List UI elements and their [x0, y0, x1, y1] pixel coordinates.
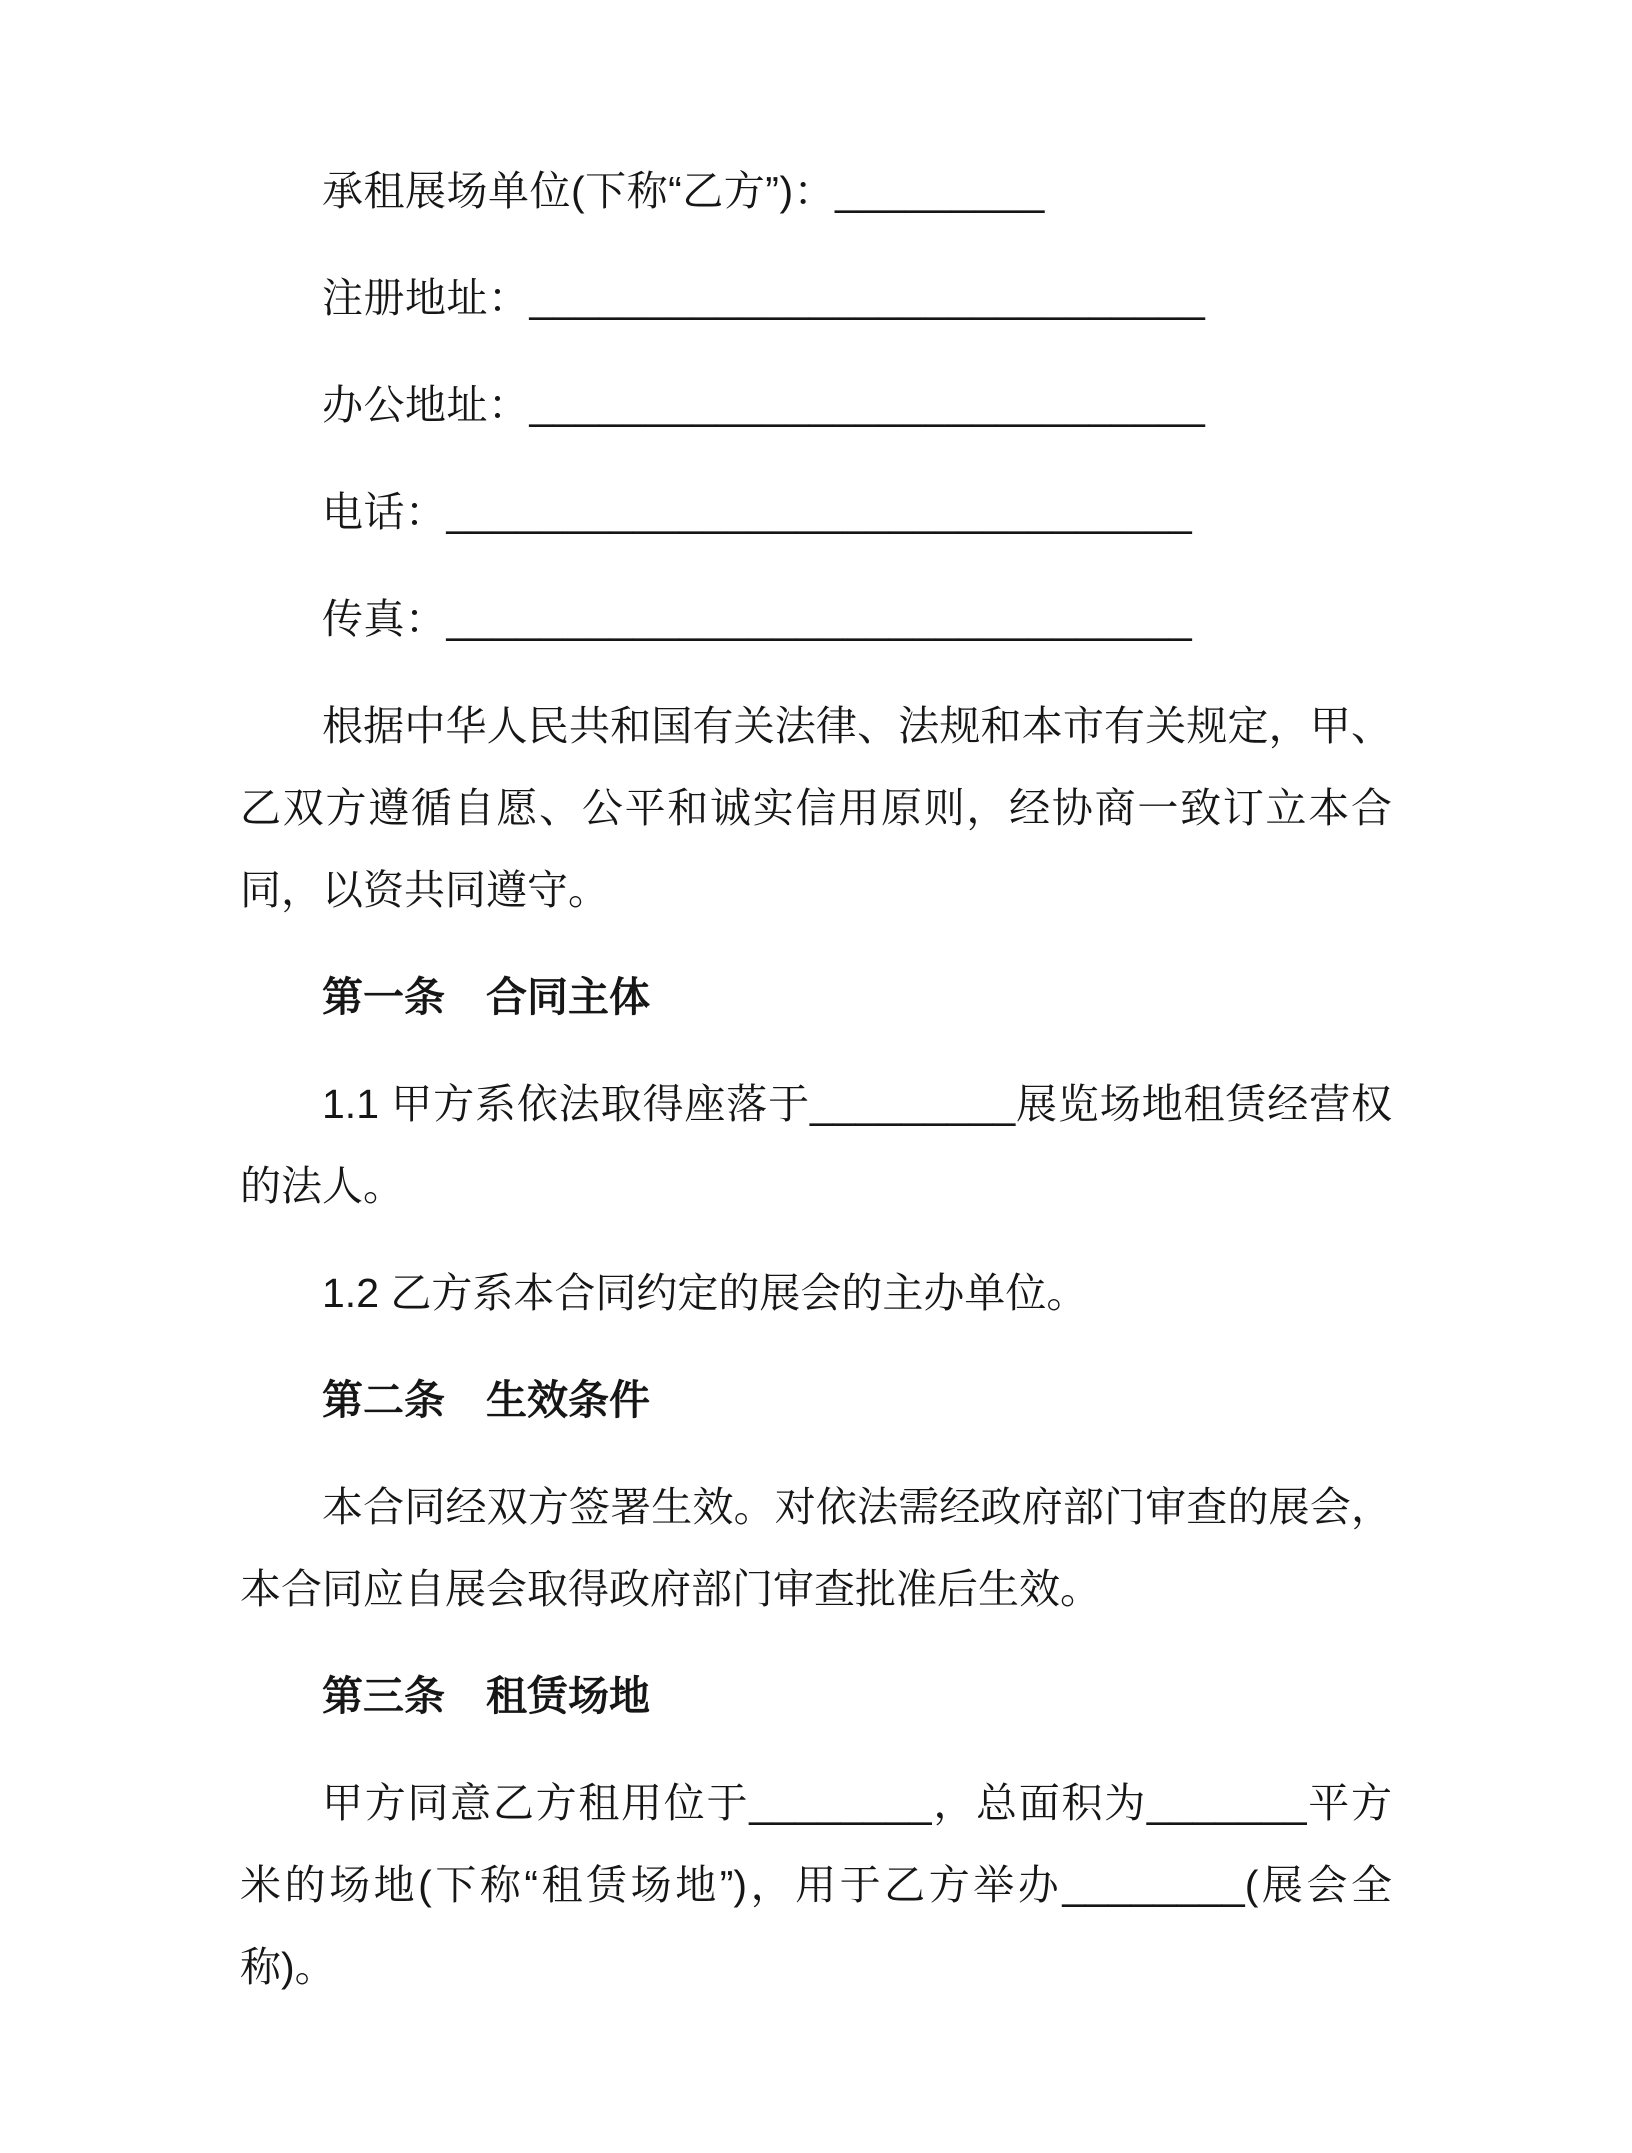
heading-article-3: 第三条 租赁场地 [322, 1673, 650, 1719]
paragraph-preamble: 根据中华人民共和国有关法律、法规和本市有关规定，甲、乙双方遵循自愿、公平和诚实信用原则，经协商一致订立本合同，以资共同遵守。 [240, 703, 1392, 913]
paragraph-clause-1-2: 1.2 乙方系本合同约定的展会的主办单位。 [322, 1270, 1088, 1316]
paragraph-article-3: 甲方同意乙方租用位于________，总面积为_______平方米的场地(下称“租赁场地”)，用于乙方举办________(展会全称)。 [240, 1780, 1392, 1990]
paragraph-clause-1-1: 1.1 甲方系依法取得座落于_________展览场地租赁经营权的法人。 [240, 1081, 1392, 1209]
line-phone: 电话：________________________________ [322, 489, 1193, 535]
heading-article-1: 第一条 合同主体 [322, 974, 650, 1020]
paragraph-article-2: 本合同经双方签署生效。对依法需经政府部门审查的展会，本合同应自展会取得政府部门审查批准后生效。 [240, 1484, 1392, 1612]
line-fax: 传真：________________________________ [322, 596, 1193, 642]
line-registered-address: 注册地址：_____________________________ [322, 275, 1206, 321]
line-office-address: 办公地址：_____________________________ [322, 382, 1206, 428]
heading-article-2: 第二条 生效条件 [322, 1377, 650, 1423]
line-tenant-unit: 承租展场单位(下称“乙方”)：_________ [322, 168, 1045, 214]
